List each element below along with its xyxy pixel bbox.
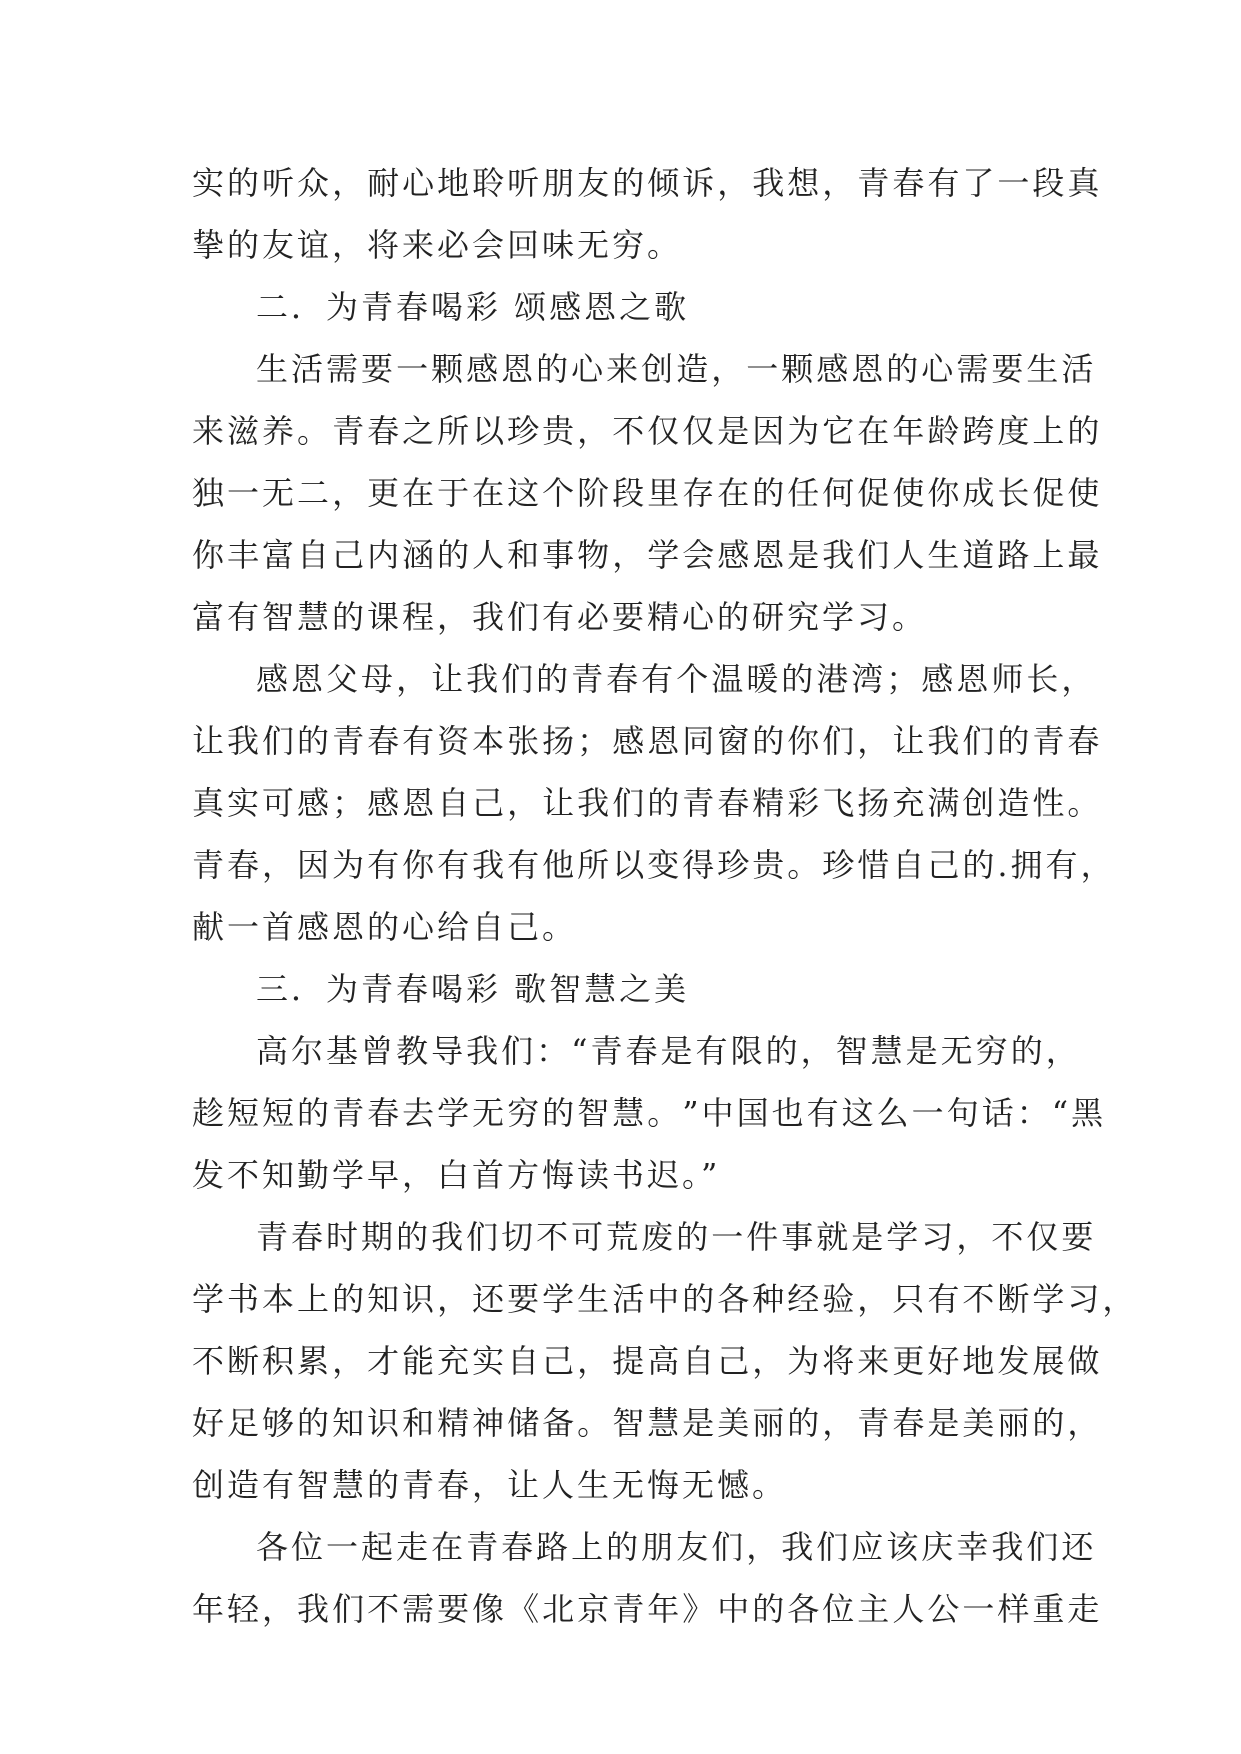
text-line: 各 位 一 起 走 在 青 春 路 上 的 朋 友 们 ， 我 们 应 该 庆 幸 我 们 还 <box>256 1528 1097 1566</box>
text-line: 创造有智慧的青春，让人生无悔无憾。 <box>192 1466 788 1504</box>
text-line: 学 书 本 上 的 知 识 ， 还 要 学 生 活 中 的 各 种 经 验 ， 只 有 不 断 学 习 ， <box>192 1280 1138 1318</box>
text-line: 年 轻 ， 我 们 不 需 要 像 《 北 京 青 年 》 中 的 各 位 主 人 公 一 样 重 走 <box>192 1590 1103 1628</box>
text-line: 青 春 时 期 的 我 们 切 不 可 荒 废 的 一 件 事 就 是 学 习 ， 不 仅 要 <box>256 1218 1097 1256</box>
text-line: 让 我 们 的 青 春 有 资 本 张 扬 ； 感 恩 同 窗 的 你 们 ， 让 我 们 的 青 春 <box>192 722 1103 760</box>
text-line: 高 尔 基 曾 教 导 我 们 ： “ 青 春 是 有 限 的 ， 智 慧 是 无 穷 的 ， <box>256 1032 1081 1070</box>
text-line: 你 丰 富 自 己 内 涵 的 人 和 事 物 ， 学 会 感 恩 是 我 们 人 生 道 路 上 最 <box>192 536 1103 574</box>
text-line: 生 活 需 要 一 颗 感 恩 的 心 来 创 造 ， 一 颗 感 恩 的 心 需 要 生 活 <box>256 350 1097 388</box>
text-line: 趁 短 短 的 青 春 去 学 无 穷 的 智 慧 。 ” 中 国 也 有 这 么 一 句 话 ： “ 黑 <box>192 1094 1107 1132</box>
text-line: 青 春 ， 因 为 有 你 有 我 有 他 所 以 变 得 珍 贵 。 珍 惜 自 己 的 . 拥 有 ， <box>192 846 1116 884</box>
text-line: 感 恩 父 母 ， 让 我 们 的 青 春 有 个 温 暖 的 港 湾 ； 感 恩 师 长 ， <box>256 660 1097 698</box>
text-line: 独 一 无 二 ， 更 在 于 在 这 个 阶 段 里 存 在 的 任 何 促 使 你 成 长 促 使 <box>192 474 1103 512</box>
document-body <box>192 152 1138 1640</box>
text-line: 真 实 可 感 ； 感 恩 自 己 ， 让 我 们 的 青 春 精 彩 飞 扬 充 满 创 造 性 。 <box>192 784 1103 822</box>
text-line: 不 断 积 累 ， 才 能 充 实 自 己 ， 提 高 自 己 ， 为 将 来 更 好 地 发 展 做 <box>192 1342 1103 1380</box>
section-heading: 三．为青春喝彩 歌智慧之美 <box>256 970 690 1008</box>
text-line: 好 足 够 的 知 识 和 精 神 储 备 。 智 慧 是 美 丽 的 ， 青 春 是 美 丽 的 ， <box>192 1404 1103 1442</box>
text-line: 来 滋 养 。 青 春 之 所 以 珍 贵 ， 不 仅 仅 是 因 为 它 在 年 龄 跨 度 上 的 <box>192 412 1103 450</box>
text-line: 富有智慧的课程，我们有必要精心的研究学习。 <box>192 598 928 636</box>
text-line: 发不知勤学早，白首方悔读书迟。” <box>192 1156 721 1194</box>
text-line: 实 的 听 众 ， 耐 心 地 聆 听 朋 友 的 倾 诉 ， 我 想 ， 青 春 有 了 一 段 真 <box>192 164 1103 202</box>
text-line: 挚的友谊，将来必会回味无穷。 <box>192 226 683 264</box>
section-heading: 二．为青春喝彩 颂感恩之歌 <box>256 288 690 326</box>
text-line: 献一首感恩的心给自己。 <box>192 908 578 946</box>
